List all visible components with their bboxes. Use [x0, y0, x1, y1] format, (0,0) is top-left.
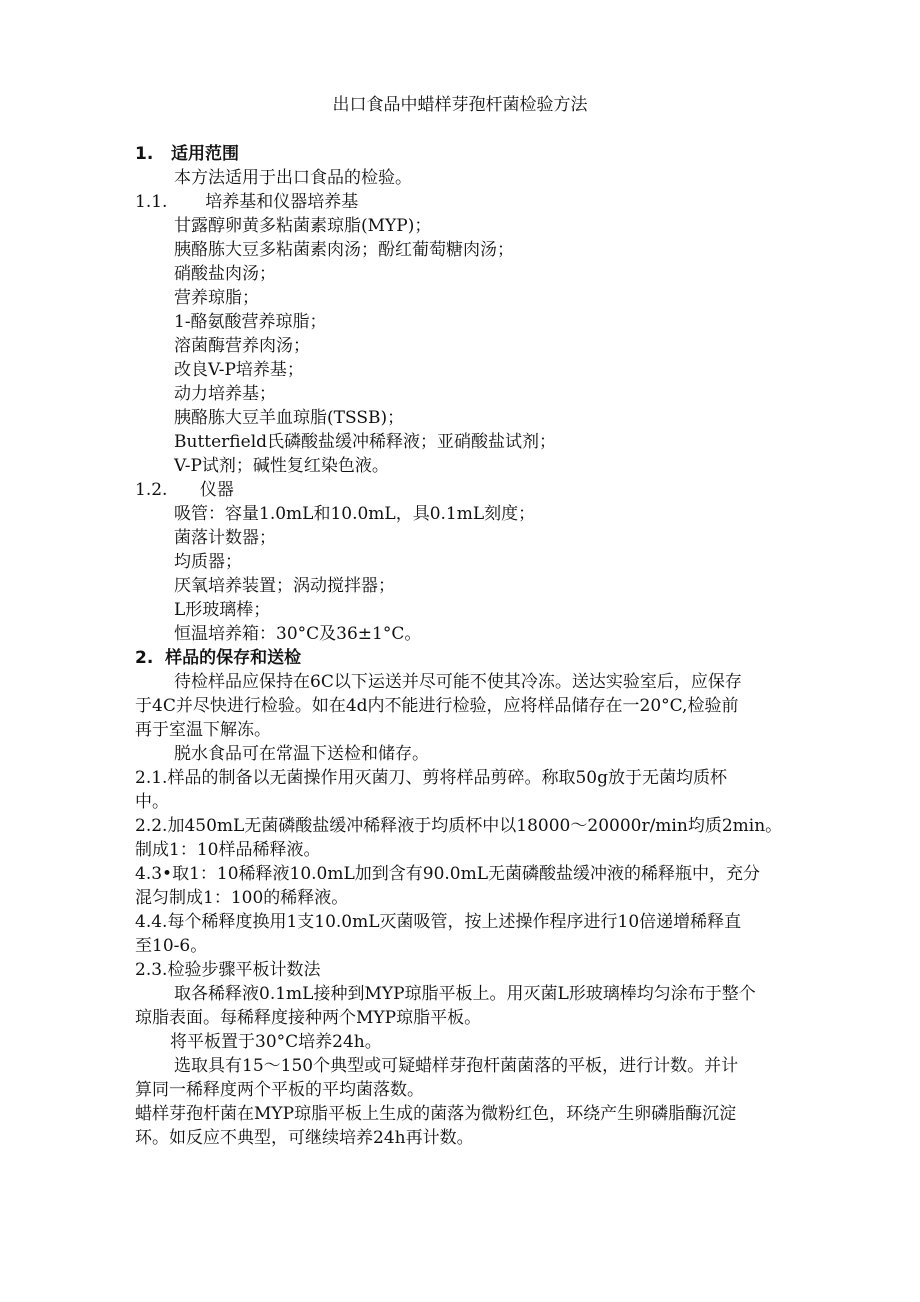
body-text-line: V-P试剂；碱性复红染色液。: [174, 456, 389, 476]
body-text-line: 甘露醇卵黄多粘菌素琼脂(MYP)；: [174, 216, 432, 236]
body-text-line: 胰酪胨大豆羊血琼脂(TSSB)；: [174, 408, 405, 428]
body-text-line: 于4C并尽快进行检验。如在4d内不能进行检验，应将样品储存在一20°C,检验前: [135, 696, 739, 716]
body-text-line: 2.1.样品的制备以无菌操作用灭菌刀、剪将样品剪碎。称取50g放于无菌均质杯: [135, 768, 727, 788]
body-text-line: L形玻璃棒；: [174, 600, 271, 620]
body-text-line: 制成1：10样品稀释液。: [135, 840, 321, 860]
body-text-line: 改良V-P培养基；: [174, 360, 304, 380]
body-text-line: 1-酪氨酸营养琼脂；: [174, 312, 327, 332]
body-text-line: 混匀制成1：100的稀释液。: [135, 888, 349, 908]
body-text-line: 2.2.加450mL无菌磷酸盐缓冲稀释液于均质杯中以18000〜20000r/min均质2min。: [135, 816, 783, 836]
body-text-line: Butterfield氏磷酸盐缓冲稀释液；亚硝酸盐试剂；: [174, 432, 557, 452]
section-heading: 1. 适用范围: [135, 144, 240, 164]
body-text-line: 厌氧培养装置；涡动搅拌器；: [174, 576, 395, 596]
section-heading: 2. 样品的保存和送检: [135, 648, 302, 668]
body-text-line: 2.3.检验步骤平板计数法: [135, 960, 321, 980]
body-text-line: 选取具有15〜150个典型或可疑蜡样芽孢杆菌菌落的平板，进行计数。并计: [174, 1056, 739, 1076]
body-text-line: 待检样品应保持在6C以下运送并尽可能不使其冷冻。送达实验室后，应保存: [174, 672, 742, 692]
body-text-line: 恒温培养箱：30°C及36±1°C。: [174, 624, 422, 644]
body-text-line: 硝酸盐肉汤；: [174, 264, 276, 284]
body-text-line: 4.4.每个稀释度换用1支10.0mL灭菌吸管，按上述操作程序进行10倍递增稀释直: [135, 912, 742, 932]
body-text-line: 至10-6。: [135, 936, 208, 956]
document-title: 出口食品中蜡样芽孢杆菌检验方法: [332, 95, 588, 115]
body-text-line: 动力培养基；: [174, 384, 276, 404]
body-text-line: 中。: [135, 792, 169, 812]
body-text-line: 4.3•取1：10稀释液10.0mL加到含有90.0mL无菌磷酸盐缓冲液的稀释瓶中，充分: [135, 864, 761, 884]
body-text-line: 菌落计数器；: [174, 528, 276, 548]
body-text-line: 溶菌酶营养肉汤；: [174, 336, 310, 356]
body-text-line: 吸管：容量1.0mL和10.0mL，具0.1mL刻度；: [174, 504, 536, 524]
body-text-line: 环。如反应不典型，可继续培养24h再计数。: [135, 1128, 474, 1148]
body-text-line: 将平板置于30°C培养24h。: [170, 1032, 382, 1052]
body-text-line: 再于室温下解冻。: [135, 720, 271, 740]
body-text-line: 均质器；: [174, 552, 242, 572]
body-text-line: 1.1. 培养基和仪器培养基: [135, 192, 359, 212]
body-text-line: 1.2. 仪器: [135, 480, 234, 500]
body-text-line: 本方法适用于出口食品的检验。: [174, 168, 412, 188]
body-text-line: 脱水食品可在常温下送检和储存。: [174, 744, 429, 764]
body-text-line: 胰酪胨大豆多粘菌素肉汤；酚红葡萄糖肉汤；: [174, 240, 514, 260]
body-text-line: 琼脂表面。每稀释度接种两个MYP琼脂平板。: [135, 1008, 482, 1028]
body-text-line: 营养琼脂；: [174, 288, 259, 308]
body-text-line: 算同一稀释度两个平板的平均菌落数。: [135, 1080, 424, 1100]
body-text-line: 蜡样芽孢杆菌在MYP琼脂平板上生成的菌落为微粉红色，环绕产生卵磷脂酶沉淀: [135, 1104, 737, 1124]
body-text-line: 取各稀释液0.1mL接种到MYP琼脂平板上。用灭菌L形玻璃棒均匀涂布于整个: [174, 984, 756, 1004]
